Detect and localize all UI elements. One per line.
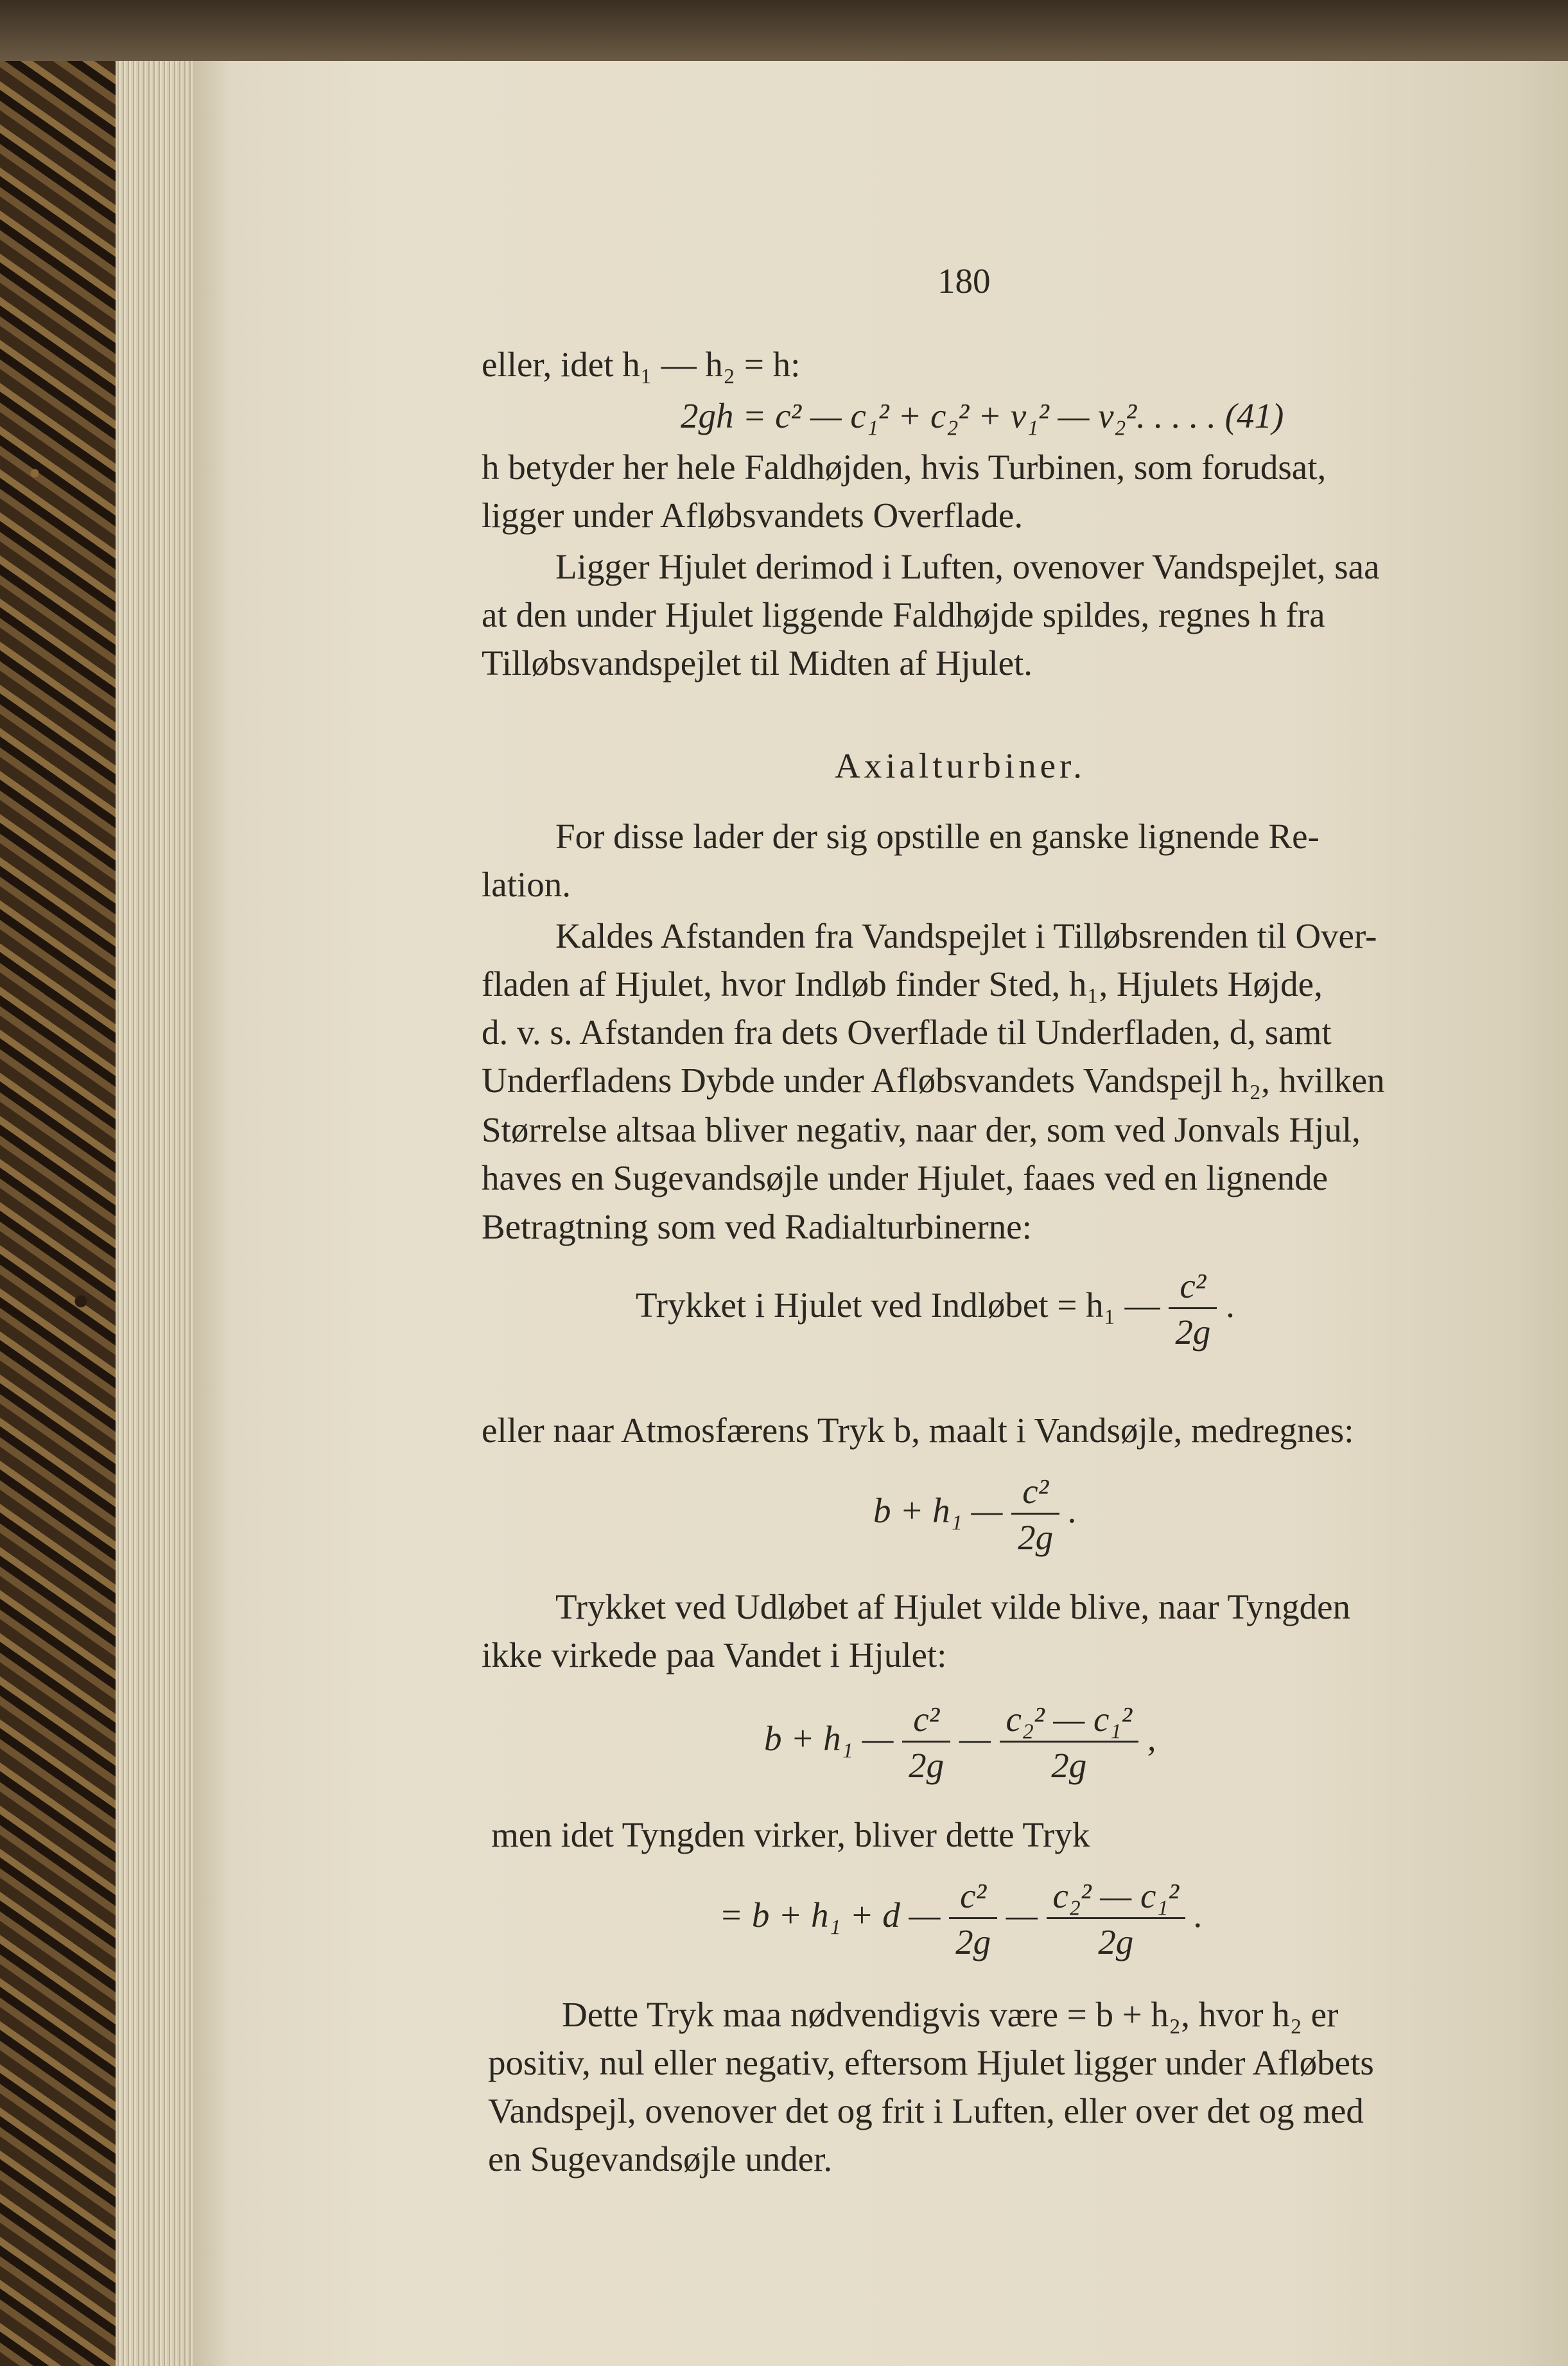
text-line: haves en Sugevandsøjle under Hjulet, faaes ved en lignende xyxy=(482,1158,1328,1197)
text-line: Underfladens Dybde under Afløbsvandets Vandspejl h₂, hvilken xyxy=(482,1061,1385,1100)
book-page xyxy=(193,61,1568,2366)
text-line: fladen af Hjulet, hvor Indløb finder Sted, h₁, Hjulets Højde, xyxy=(482,964,1323,1004)
text-line: lation. xyxy=(482,865,571,904)
frac-numerator: c₂² — c₁² xyxy=(1047,1878,1185,1919)
formula-pressure-inlet xyxy=(636,1268,1235,1350)
text-line: men idet Tyngden virker, bliver dette Tryk xyxy=(491,1815,1090,1854)
text-line: h betyder her hele Faldhøjden, hvis Turbinen, som forudsat, xyxy=(482,448,1327,487)
text-line: For disse lader der sig opstille en ganske lignende Re- xyxy=(555,817,1320,856)
formula-end: , xyxy=(1147,1719,1156,1759)
text-line: positiv, nul eller negativ, eftersom Hjulet ligger under Afløbets xyxy=(488,2043,1374,2082)
text-line: ligger under Afløbsvandets Overflade. xyxy=(482,496,1024,535)
frac-denominator: 2g xyxy=(955,1922,991,1962)
frac-numerator: c² xyxy=(1011,1474,1059,1515)
formula-pressure-gravity xyxy=(719,1878,1203,1960)
formula-lhs: b + h₁ — xyxy=(873,1491,1003,1531)
frac-denominator: 2g xyxy=(1175,1312,1211,1352)
frac-denominator: 2g xyxy=(1098,1922,1134,1962)
text-line: Kaldes Afstanden fra Vandspejlet i Tilløbsrenden til Over- xyxy=(555,916,1377,955)
section-heading: Axialturbiner. xyxy=(835,746,1086,785)
formula-pressure-outlet xyxy=(764,1701,1156,1783)
frac-denominator: 2g xyxy=(1051,1746,1087,1785)
formula-lhs: = b + h₁ + d — xyxy=(719,1895,941,1935)
formula-end: . xyxy=(1194,1895,1203,1935)
text-line: Størrelse altsaa bliver negativ, naar der, som ved Jonvals Hjul, xyxy=(482,1110,1361,1149)
frac-numerator: c² xyxy=(1169,1268,1217,1309)
frac-numerator: c² xyxy=(949,1878,997,1919)
book-cover-marbled xyxy=(0,0,116,2366)
frac-denominator: 2g xyxy=(909,1746,945,1785)
formula-lhs: b + h₁ — xyxy=(764,1719,894,1759)
text-line: eller, idet h₁ — h₂ = h: xyxy=(482,345,801,384)
formula-minus: — xyxy=(1006,1895,1038,1935)
text-line: d. v. s. Afstanden fra dets Overflade til Underfladen, d, samt xyxy=(482,1013,1332,1052)
top-shadow xyxy=(0,0,1568,61)
text-line: Dette Tryk maa nødvendigvis være = b + h₂, hvor h₂ er xyxy=(562,1995,1339,2034)
formula-end: . xyxy=(1068,1491,1077,1531)
formula-pressure-atm xyxy=(873,1474,1077,1555)
frac-denominator: 2g xyxy=(1018,1518,1054,1557)
frac-numerator: c₂² — c₁² xyxy=(1000,1701,1138,1743)
text-line: en Sugevandsøjle under. xyxy=(488,2139,833,2179)
text-line: at den under Hjulet liggende Faldhøjde spildes, regnes h fra xyxy=(482,595,1325,634)
text-line: Tilløbsvandspejlet til Midten af Hjulet. xyxy=(482,643,1033,683)
formula-lhs: Trykket i Hjulet ved Indløbet = h₁ — xyxy=(636,1285,1160,1325)
text-line: ikke virkede paa Vandet i Hjulet: xyxy=(482,1635,947,1674)
formula-end: . xyxy=(1226,1285,1235,1325)
frac-numerator: c² xyxy=(902,1701,950,1743)
text-line: Ligger Hjulet derimod i Luften, ovenover Vandspejlet, saa xyxy=(555,547,1380,586)
text-line: Trykket ved Udløbet af Hjulet vilde blive, naar Tyngden xyxy=(555,1587,1350,1626)
page-number: 180 xyxy=(937,261,991,300)
text-line: eller naar Atmosfærens Tryk b, maalt i Vandsøjle, medregnes: xyxy=(482,1411,1354,1450)
equation-41: 2gh = c² — c₁² + c₂² + v₁² — v₂². . . . . (41) xyxy=(681,396,1284,435)
text-line: Vandspejl, ovenover det og frit i Luften, eller over det og med xyxy=(488,2091,1364,2130)
text-line: Betragtning som ved Radialturbinerne: xyxy=(482,1207,1032,1246)
formula-minus: — xyxy=(959,1719,991,1759)
